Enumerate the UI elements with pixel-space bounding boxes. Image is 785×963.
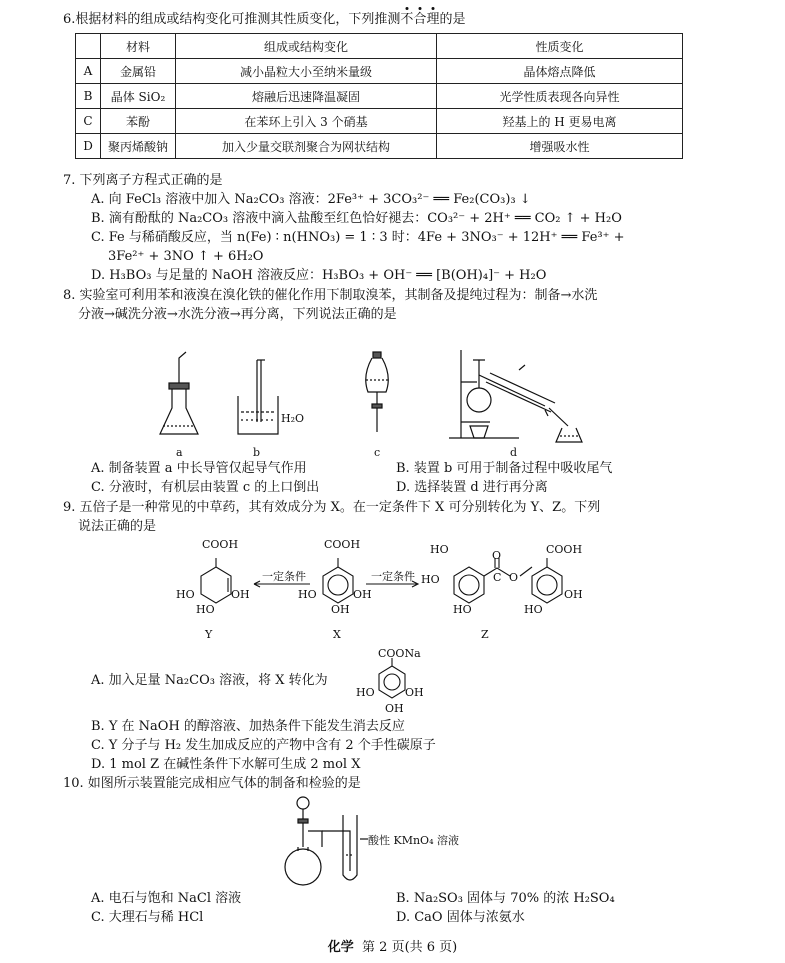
q7-stem: 7. 下列离子方程式正确的是: [63, 173, 223, 188]
q9-stem-line2: 说法正确的是: [78, 519, 157, 534]
q6-table: [75, 33, 683, 159]
q9-option-c: C. Y 分子与 H₂ 发生加成反应的产物中含有 2 个手性碳原子: [91, 738, 436, 753]
q8-option-b: B. 装置 b 可用于制备过程中吸收尾气: [396, 461, 613, 476]
row-property: 光学性质表现各向异性: [437, 84, 683, 109]
q8-option-a: A. 制备装置 a 中长导管仅起导气作用: [91, 461, 307, 476]
table-header-row: [76, 34, 683, 59]
label-h2o: H₂O: [281, 412, 305, 425]
emph-char: 合: [413, 12, 427, 27]
label-d: d: [510, 446, 518, 459]
footer-subject: 化学: [327, 940, 354, 955]
x-cooh: COOH: [324, 538, 361, 551]
row-material: 晶体 SiO₂: [101, 84, 176, 109]
q8-stem-line1: 8. 实验室可利用苯和液溴在溴化铁的催化作用下制取溴苯，其制备及提纯过程为：制备→水洗: [63, 288, 598, 303]
name-y: Y: [205, 628, 213, 641]
name-x: X: [333, 628, 341, 641]
q7-option-d: D. H₃BO₃ 与足量的 NaOH 溶液反应：H₃BO₃ + OH⁻ ══ [B(OH)₄]⁻ + H₂O: [91, 268, 547, 283]
q6-stem-emphasis: [400, 12, 439, 27]
row-material: 金属铅: [101, 59, 176, 84]
q10-option-c: C. 大理石与稀 HCl: [91, 910, 204, 925]
a-oh: OH: [405, 686, 424, 699]
z-cooh: COOH: [546, 543, 583, 556]
q10-option-d: D. CaO 固体与浓氨水: [396, 910, 525, 925]
q8-option-d: D. 选择装置 d 进行再分离: [396, 480, 548, 495]
row-change: 减小晶粒大小至纳米量级: [176, 59, 437, 84]
q6-stem: [63, 12, 465, 28]
row-key: C: [76, 109, 101, 134]
row-material: 苯酚: [101, 109, 176, 134]
z-o-ester: O: [509, 571, 519, 584]
q10-option-b: B. Na₂SO₃ 固体与 70% 的浓 H₂SO₄: [396, 891, 615, 906]
q10-reagent-label: 酸性 KMnO₄ 溶液: [368, 834, 459, 847]
q8-stem-line2: 分液→碱洗分液→水洗分液→再分离，下列说法正确的是: [78, 307, 397, 322]
x-oh-bottom: OH: [331, 603, 350, 616]
a-coona: COONa: [378, 647, 421, 660]
q7-option-b: B. 滴有酚酞的 Na₂CO₃ 溶液中滴入盐酸至红色恰好褪去：CO₃²⁻ + 2H⁺ ══ CO₂ ↑ + H₂O: [91, 211, 622, 226]
q6-stem-a: 6.根据材料的组成或结构变化可推测其性质变化，下列推测: [63, 12, 401, 27]
emph-char: 理: [426, 12, 440, 27]
name-z: Z: [481, 628, 489, 641]
x-oh: OH: [353, 588, 372, 601]
q9-option-b: B. Y 在 NaOH 的醇溶液、加热条件下能发生消去反应: [91, 719, 405, 734]
row-key: A: [76, 59, 101, 84]
table-header-cell: [76, 34, 101, 59]
z-c: C: [493, 571, 502, 584]
q9-option-a: A. 加入足量 Na₂CO₃ 溶液，将 X 转化为: [91, 673, 328, 688]
z-ho-mid: HO: [421, 573, 440, 586]
footer-page: 第 2 页(共 6 页): [362, 940, 458, 955]
row-change: 加入少量交联剂聚合为网状结构: [176, 134, 437, 159]
emph-char: 不: [400, 12, 414, 27]
q9-structures-figure: [0, 540, 785, 630]
molecule-x: [323, 558, 353, 603]
a-ho: HO: [356, 686, 375, 699]
x-ho: HO: [298, 588, 317, 601]
q10-stem: 10. 如图所示装置能完成相应气体的制备和检验的是: [63, 776, 361, 791]
q9-stem-line1: 9. 五倍子是一种常见的中草药，其有效成分为 X。在一定条件下 X 可分别转化为 Y、Z。下列: [63, 500, 601, 515]
apparatus-a-flask: [160, 352, 198, 434]
z-ho-b2: HO: [524, 603, 543, 616]
y-cooh: COOH: [202, 538, 239, 551]
label-a: a: [176, 446, 183, 459]
apparatus-d-distillation: [449, 350, 582, 442]
q7-option-c: C. Fe 与稀硝酸反应，当 n(Fe) ∶ n(HNO₃) = 1 ∶ 3 时：4Fe + 3NO₃⁻ + 12H⁺ ══ Fe³⁺ +: [91, 230, 625, 245]
y-ho: HO: [176, 588, 195, 601]
table-row: [76, 59, 683, 84]
q8-apparatus-figure: [0, 330, 785, 460]
y-ho-bottom: HO: [196, 603, 215, 616]
row-change: 熔融后迅速降温凝固: [176, 84, 437, 109]
molecule-y: [201, 558, 231, 603]
a-oh-bottom: OH: [385, 702, 404, 715]
q7-option-a: A. 向 FeCl₃ 溶液中加入 Na₂CO₃ 溶液：2Fe³⁺ + 3CO₃²⁻ ══ Fe₂(CO₃)₃ ↓: [91, 192, 531, 207]
q8-option-c: C. 分液时，有机层由装置 c 的上口倒出: [91, 480, 320, 495]
cond-left: 一定条件: [262, 570, 306, 583]
table-row: [76, 134, 683, 159]
y-oh: OH: [231, 588, 250, 601]
apparatus-b-beaker: [238, 360, 278, 434]
row-change: 在苯环上引入 3 个硝基: [176, 109, 437, 134]
q10-option-a: A. 电石与饱和 NaCl 溶液: [91, 891, 242, 906]
row-property: 增强吸水性: [437, 134, 683, 159]
row-material: 聚丙烯酸钠: [101, 134, 176, 159]
table-row: [76, 109, 683, 134]
apparatus-c-funnel: [366, 352, 389, 432]
q9-option-d: D. 1 mol Z 在碱性条件下水解可生成 2 mol X: [91, 757, 361, 772]
molecule-z: [454, 558, 562, 603]
table-header-cell: 材料: [101, 34, 176, 59]
row-key: B: [76, 84, 101, 109]
label-c: c: [374, 446, 381, 459]
page-footer: [0, 936, 785, 955]
table-row: [76, 84, 683, 109]
q7-option-c-cont: 3Fe²⁺ + 3NO ↑ + 6H₂O: [108, 249, 264, 264]
table-header-cell: 组成或结构变化: [176, 34, 437, 59]
q6-stem-b: 的是: [439, 12, 466, 27]
cond-right: 一定条件: [371, 570, 415, 583]
z-ho-top: HO: [430, 543, 449, 556]
table-header-cell: 性质变化: [437, 34, 683, 59]
z-oh: OH: [564, 588, 583, 601]
row-property: 晶体熔点降低: [437, 59, 683, 84]
z-ho-bottom: HO: [453, 603, 472, 616]
label-b: b: [253, 446, 261, 459]
row-property: 羟基上的 H 更易电离: [437, 109, 683, 134]
row-key: D: [76, 134, 101, 159]
z-o-carbonyl: O: [492, 549, 502, 562]
